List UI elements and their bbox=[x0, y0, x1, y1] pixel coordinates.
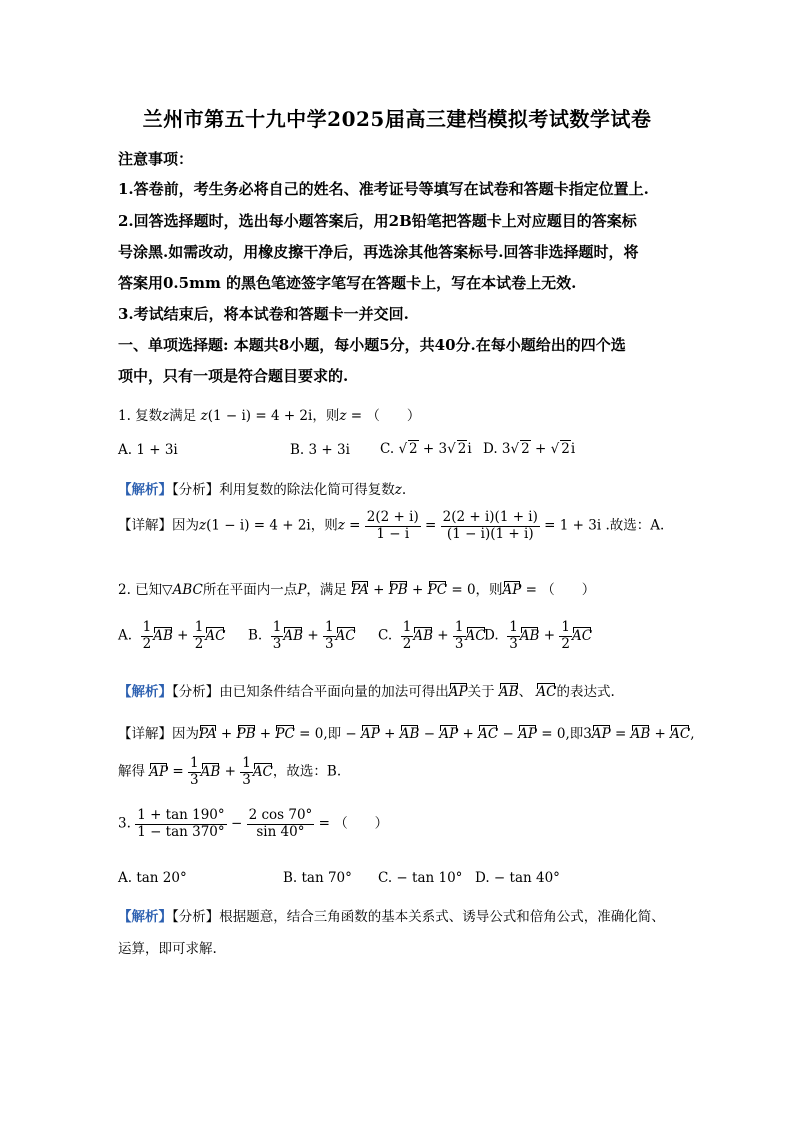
question-1-option-b: B. 3 + 3i bbox=[290, 442, 350, 458]
question-3-option-b: B. tan 70° bbox=[283, 870, 352, 886]
question-2-option-c: C. $\frac{1}{2}$ AB + $\frac{1}{3}$ AC bbox=[378, 619, 486, 652]
question-2-detail-line1: 【详解】因为PA + PB + PC = 0,即 − AP + AB − AP + AC − AP = 0,即3AP = AB + AC, bbox=[118, 726, 695, 742]
question-1-option-c: C. √ 2 + 3√ 2i bbox=[380, 440, 472, 457]
section-heading-line2: 项中，只有一项是符合题目要求的. bbox=[118, 367, 349, 385]
question-3-analysis-line2: 运算，即可求解. bbox=[118, 941, 217, 957]
question-3-option-c: C. − tan 10° bbox=[378, 870, 463, 886]
question-3-option-d: D. − tan 40° bbox=[475, 870, 560, 886]
question-1-option-d: D. 3√ 2 + √ 2i bbox=[483, 440, 575, 457]
question-1-detail: 【详解】因为z(1 − i) = 4 + 2i，则z = $\frac{2(2 + i)}{1 - i}$ = $\frac{2(2 + i)(1 + i)}{(1 - i)(1 + i)}$ = 1 + 3i .故选：A. bbox=[118, 509, 665, 542]
question-2-stem: 2. 已知▽ABC所在平面内一点P，满足 PA + PB + PC = 0，则AP = （ ） bbox=[118, 582, 596, 598]
note-2b: 号涂黑.如需改动，用橡皮擦干净后，再选涂其他答案标号.回答非选择题时，将 bbox=[118, 243, 639, 261]
question-1-option-a: A. 1 + 3i bbox=[118, 442, 178, 458]
question-2-option-b: B. $\frac{1}{3}$ AB + $\frac{1}{3}$ AC bbox=[248, 619, 356, 652]
note-3: 3.考试结束后，将本试卷和答题卡一并交回. bbox=[118, 305, 409, 323]
section-heading-line1: 一、单项选择题: 本题共8小题，每小题5分，共40分.在每小题给出的四个选 bbox=[118, 336, 626, 354]
note-1: 1.答卷前，考生务必将自己的姓名、准考证号等填写在试卷和答题卡指定位置上. bbox=[118, 180, 649, 198]
question-1-analysis: 【解析】【分析】利用复数的除法化简可得复数z. bbox=[118, 482, 407, 498]
exam-title: 兰州市第五十九中学2025届高三建档模拟考试数学试卷 bbox=[142, 107, 652, 131]
note-2c: 答案用0.5mm 的黑色笔迹签字笔写在答题卡上，写在本试卷上无效. bbox=[118, 274, 577, 292]
question-1-stem: 1. 复数z满足 z(1 − i) = 4 + 2i，则z = （ ） bbox=[118, 408, 421, 424]
question-2-option-d: D. $\frac{1}{3}$ AB + $\frac{1}{2}$ AC bbox=[484, 619, 593, 652]
note-2a: 2.回答选择题时，选出每小题答案后，用2B铅笔把答题卡上对应题目的答案标 bbox=[118, 212, 637, 230]
question-3-analysis-line1: 【解析】【分析】根据题意，结合三角函数的基本关系式、诱导公式和倍角公式，准确化简、 bbox=[118, 909, 665, 925]
question-3-stem: 3. $\frac{1 + \tan 190^\circ}{1 - \tan 370^\circ}$ − $\frac{2 \cos 70^\circ}{\sin 40^\circ}$ = （ ） bbox=[118, 807, 389, 840]
question-2-detail-line2: 解得 AP = $\frac{1}{3}$ AB + $\frac{1}{3}$ AC，故选：B. bbox=[118, 755, 342, 788]
notes-heading: 注意事项： bbox=[118, 150, 194, 168]
question-2-analysis: 【解析】【分析】由已知条件结合平面向量的加法可得出AP关于 AB、 AC的表达式. bbox=[118, 684, 615, 700]
question-3-option-a: A. tan 20° bbox=[118, 870, 187, 886]
question-2-option-a: A. $\frac{1}{2}$ AB + $\frac{1}{2}$ AC bbox=[118, 619, 226, 652]
